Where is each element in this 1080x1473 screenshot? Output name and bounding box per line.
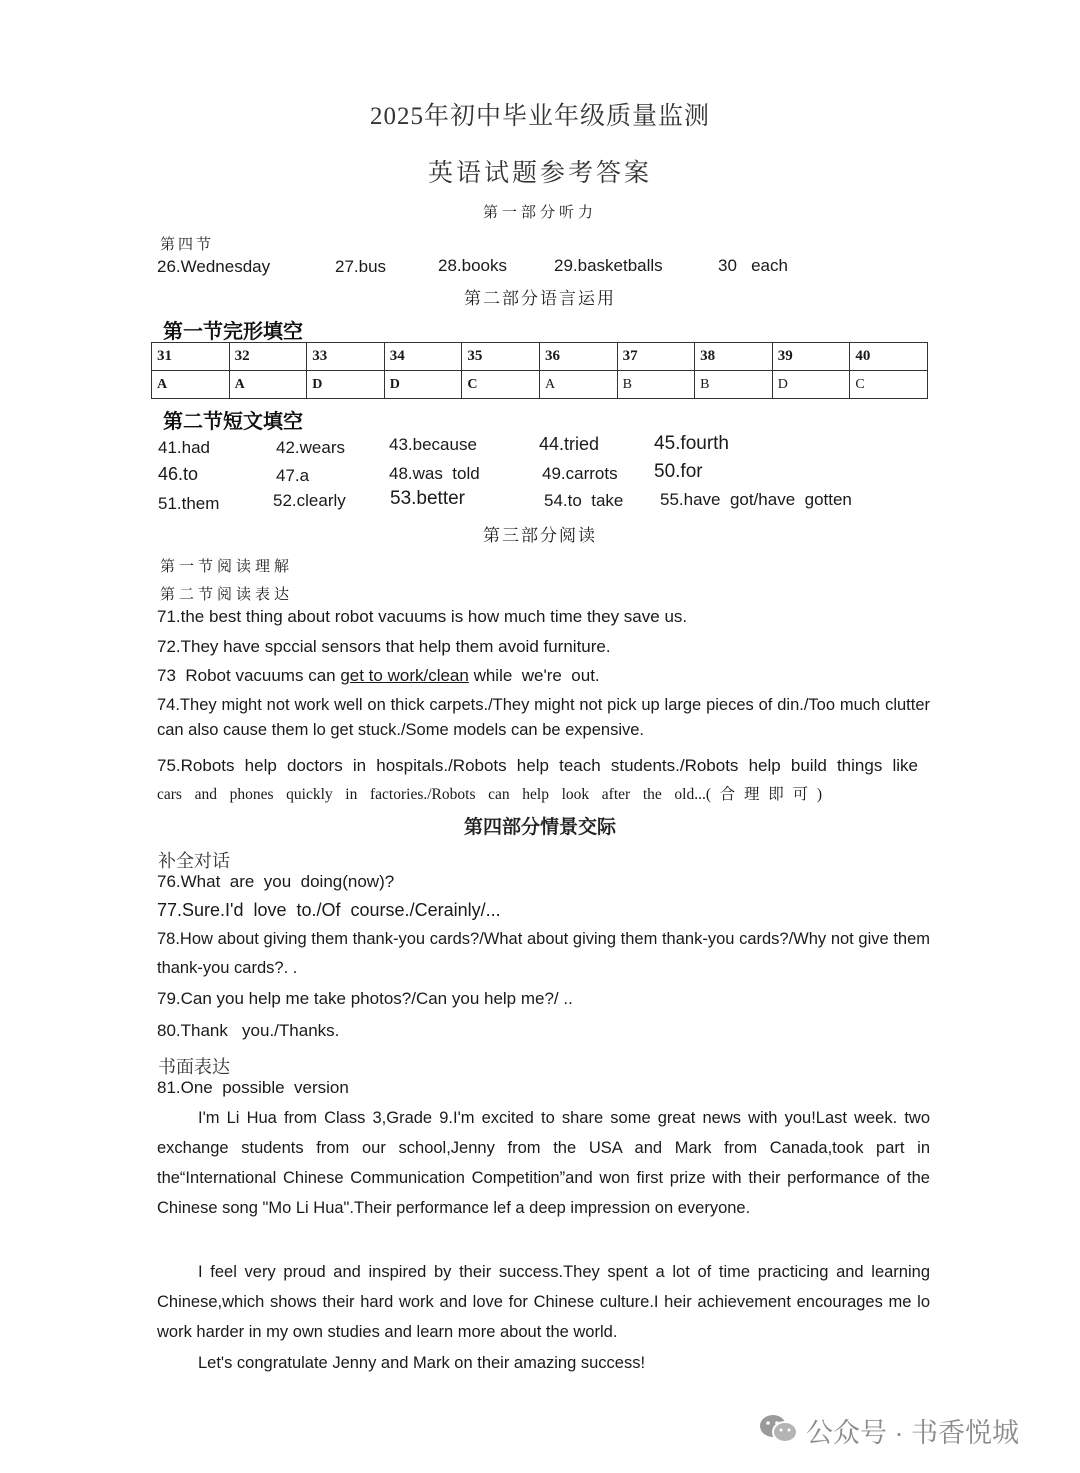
cloze-section-title: 第一节完形填空 (163, 321, 303, 343)
answer-75-line1: 75.Robots help doctors in hospitals./Robots help teach students./Robots help build things like (157, 756, 918, 775)
cloze-number: 31 (152, 343, 230, 371)
cloze-number: 39 (772, 343, 850, 371)
answer-73-suffix: while we're out. (468, 666, 600, 685)
answer-48: 48.was told (389, 464, 480, 483)
answer-53: 53.better (390, 488, 465, 509)
answer-26: 26.Wednesday (157, 257, 271, 276)
cloze-number: 33 (307, 343, 385, 371)
document-subtitle: 英语试题参考答案 (427, 160, 652, 187)
answer-50: 50.for (654, 461, 703, 482)
cloze-number: 32 (229, 343, 307, 371)
answer-74: 74.They might not work well on thick carpets./They might not pick up large pieces of din./Too much clutter can also cause them lo get stuck./Some models can be expensive. (157, 696, 930, 739)
essay-paragraph-1: I'm Li Hua from Class 3,Grade 9.I'm excited to share some great news with you!Last week. two exchange students from our school,Jenny from the USA and Mark from Canada,took part in the“International Chinese Communication Competition”and won first prize with their performance of the Chinese song "Mo Li Hua".Their performance lef a deep impression on everyone. (157, 1109, 930, 1217)
answer-49: 49.carrots (542, 464, 618, 483)
cloze-number: 36 (539, 343, 617, 371)
answer-80: 80.Thank you./Thanks. (157, 1021, 340, 1040)
cloze-answer: C (462, 371, 540, 399)
answer-75-line2: cars and phones quickly in factories./Robots can help look after the old...(合理即可) (157, 786, 822, 803)
writing-section-title: 书面表达 (158, 1057, 230, 1077)
cloze-answer: A (539, 371, 617, 399)
answer-43: 43.because (389, 435, 477, 454)
answer-76: 76.What are you doing(now)? (157, 872, 395, 891)
answer-29: 29.basketballs (554, 256, 663, 275)
answer-73-underlined: get to work/clean (340, 666, 469, 685)
part2-heading: 第二部分语言运用 (464, 289, 616, 308)
cloze-answer: D (772, 371, 850, 399)
document-title: 2025年初中毕业年级质量监测 (369, 103, 710, 130)
wechat-icon (758, 1413, 800, 1445)
reading-section1-label: 第一节阅读理解 (160, 559, 294, 575)
cloze-answer: D (384, 371, 462, 399)
answer-47: 47.a (276, 466, 310, 485)
answer-51: 51.them (158, 494, 220, 513)
answer-78: 78.How about giving them thank-you cards?/What about giving them thank-you cards?/Why not give them thank-you cards?. . (157, 930, 930, 977)
cloze-answer: C (850, 371, 928, 399)
part3-heading: 第三部分阅读 (483, 526, 597, 545)
answer-55: 55.have got/have gotten (660, 490, 852, 509)
answer-27: 27.bus (335, 257, 387, 276)
answer-79: 79.Can you help me take photos?/Can you help me?/ .. (157, 989, 573, 1008)
answer-77: 77.Sure.I'd love to./Of course./Cerainly/... (157, 900, 501, 920)
answer-52: 52.clearly (273, 491, 346, 510)
cloze-answer-row (152, 371, 928, 399)
essay-paragraph-2: I feel very proud and inspired by their success.They spent a lot of time practicing and learning Chinese,which shows their hard work and love for Chinese culture.I heir achievement encourages me lo work harder in my own studies and learn more about the world. (157, 1263, 930, 1341)
cloze-answer: A (152, 371, 230, 399)
part4-heading: 第四部分情景交际 (463, 817, 616, 838)
answer-45: 45.fourth (654, 433, 729, 454)
answer-54: 54.to take (544, 491, 624, 510)
cloze-number: 38 (695, 343, 773, 371)
dialog-section-title: 补全对话 (158, 851, 230, 871)
answer-81: 81.One possible version (157, 1078, 349, 1097)
cloze-number: 34 (384, 343, 462, 371)
cloze-answer: A (229, 371, 307, 399)
cloze-answer: B (695, 371, 773, 399)
answer-71: 71.the best thing about robot vacuums is how much time they save us. (157, 607, 688, 626)
answer-28: 28.books (438, 256, 507, 275)
reading-section2-label: 第二节阅读表达 (160, 587, 294, 603)
cloze-number: 37 (617, 343, 695, 371)
cloze-answer: D (307, 371, 385, 399)
answer-30: 30 each (718, 256, 788, 275)
fill-section-title: 第二节短文填空 (163, 411, 303, 433)
watermark-text: 公众号 · 书香悦城 (806, 1418, 1019, 1448)
answer-73-prefix: 73 Robot vacuums can (157, 666, 341, 685)
part1-heading: 第一部分听力 (482, 205, 597, 221)
essay-paragraph-3: Let's congratulate Jenny and Mark on their amazing success! (198, 1354, 646, 1372)
answer-41: 41.had (158, 438, 210, 457)
cloze-answer-table (151, 342, 928, 399)
part1-section4-label: 第四节 (160, 237, 215, 253)
answer-42: 42.wears (276, 438, 345, 457)
cloze-answer: B (617, 371, 695, 399)
cloze-number: 35 (462, 343, 540, 371)
answer-72: 72.They have spccial sensors that help them avoid furniture. (157, 637, 611, 656)
cloze-number-row (152, 343, 928, 371)
cloze-number: 40 (850, 343, 928, 371)
answer-46: 46.to (158, 464, 199, 484)
answer-73 (157, 666, 600, 686)
answer-44: 44.tried (539, 434, 600, 454)
